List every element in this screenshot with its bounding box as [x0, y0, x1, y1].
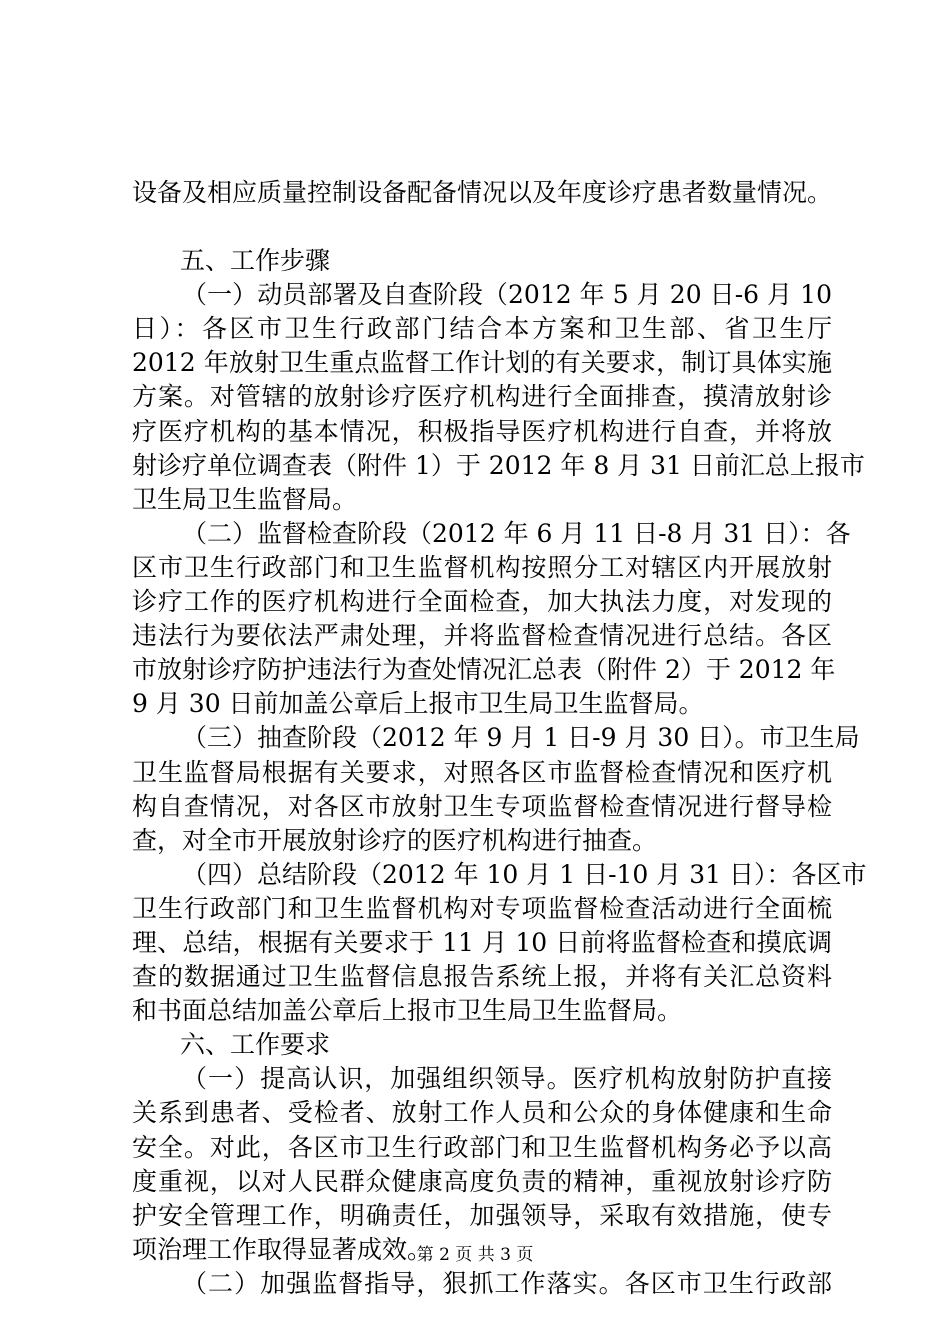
paragraph-line: 诊疗工作的医疗机构进行全面检查，加大执法力度，对发现的: [132, 587, 832, 617]
paragraph-line: 卫生监督局根据有关要求，对照各区市监督检查情况和医疗机: [132, 757, 832, 787]
paragraph-line: 违法行为要依法严肃处理，并将监督检查情况进行总结。各区: [132, 621, 832, 651]
paragraph-line: 理、总结，根据有关要求于 11 月 10 日前将监督检查和摸底调: [132, 927, 832, 957]
paragraph-line: （一）提高认识，加强组织领导。医疗机构放射防护直接: [182, 1064, 832, 1094]
page-footer: [0, 1244, 950, 1266]
paragraph-line: （四）总结阶段（2012 年 10 月 1 日-10 月 31 日）：各区市: [182, 859, 867, 889]
paragraph-line: 设备及相应质量控制设备配备情况以及年度诊疗患者数量情况。: [132, 178, 833, 207]
paragraph-line: 关系到患者、受检者、放射工作人员和公众的身体健康和生命: [132, 1098, 832, 1128]
paragraph-line: 卫生局卫生监督局。: [132, 484, 358, 514]
paragraph-line: 查，对全市开展放射诊疗的医疗机构进行抽查。: [132, 825, 658, 855]
paragraph-line: 查的数据通过卫生监督信息报告系统上报，并将有关汇总资料: [132, 962, 832, 992]
paragraph-line: 射诊疗单位调查表（附件 1）于 2012 年 8 月 31 日前汇总上报市: [132, 450, 865, 480]
paragraph-line: 方案。对管辖的放射诊疗医疗机构进行全面排查，摸清放射诊: [132, 382, 832, 412]
paragraph-line: 市放射诊疗防护违法行为查处情况汇总表（附件 2）于 2012 年: [132, 655, 836, 685]
paragraph-line: （三）抽查阶段（2012 年 9 月 1 日-9 月 30 日）。市卫生局: [182, 723, 860, 753]
paragraph-line: 疗医疗机构的基本情况，积极指导医疗机构进行自查，并将放: [132, 416, 832, 446]
section-heading: 六、工作要求: [180, 1030, 331, 1060]
paragraph-line: 度重视，以对人民群众健康高度负责的精神，重视放射诊疗防: [132, 1166, 832, 1196]
paragraph-line: 项治理工作取得显著成效。: [132, 1234, 433, 1264]
document-body: [132, 176, 867, 1301]
paragraph-line: 9 月 30 日前加盖公章后上报市卫生局卫生监督局。: [132, 689, 704, 719]
page-number-label: 第 2 页 共 3 页: [416, 1245, 534, 1265]
paragraph-gap: [132, 210, 832, 244]
paragraph-line: （二）加强监督指导，狠抓工作落实。各区市卫生行政部: [182, 1268, 832, 1298]
paragraph-line: 日）：各区市卫生行政部门结合本方案和卫生部、省卫生厅: [132, 314, 832, 344]
paragraph-line: 区市卫生行政部门和卫生监督机构按照分工对辖区内开展放射: [132, 552, 832, 582]
paragraph-line: 安全。对此，各区市卫生行政部门和卫生监督机构务必予以高: [132, 1132, 832, 1162]
paragraph-line: 护安全管理工作，明确责任，加强领导，采取有效措施，使专: [132, 1200, 832, 1230]
paragraph-line: （二）监督检查阶段（2012 年 6 月 11 日-8 月 31 日）：各: [182, 518, 851, 548]
section-heading: 五、工作步骤: [180, 246, 331, 276]
paragraph-line: 构自查情况，对各区市放射卫生专项监督检查情况进行督导检: [132, 791, 832, 821]
paragraph-line: 卫生行政部门和卫生监督机构对专项监督检查活动进行全面梳: [132, 893, 832, 923]
paragraph-line: 2012 年放射卫生重点监督工作计划的有关要求，制订具体实施: [132, 348, 832, 378]
paragraph-line: （一）动员部署及自查阶段（2012 年 5 月 20 日-6 月 10: [182, 280, 832, 310]
paragraph-line: 和书面总结加盖公章后上报市卫生局卫生监督局。: [132, 996, 683, 1026]
